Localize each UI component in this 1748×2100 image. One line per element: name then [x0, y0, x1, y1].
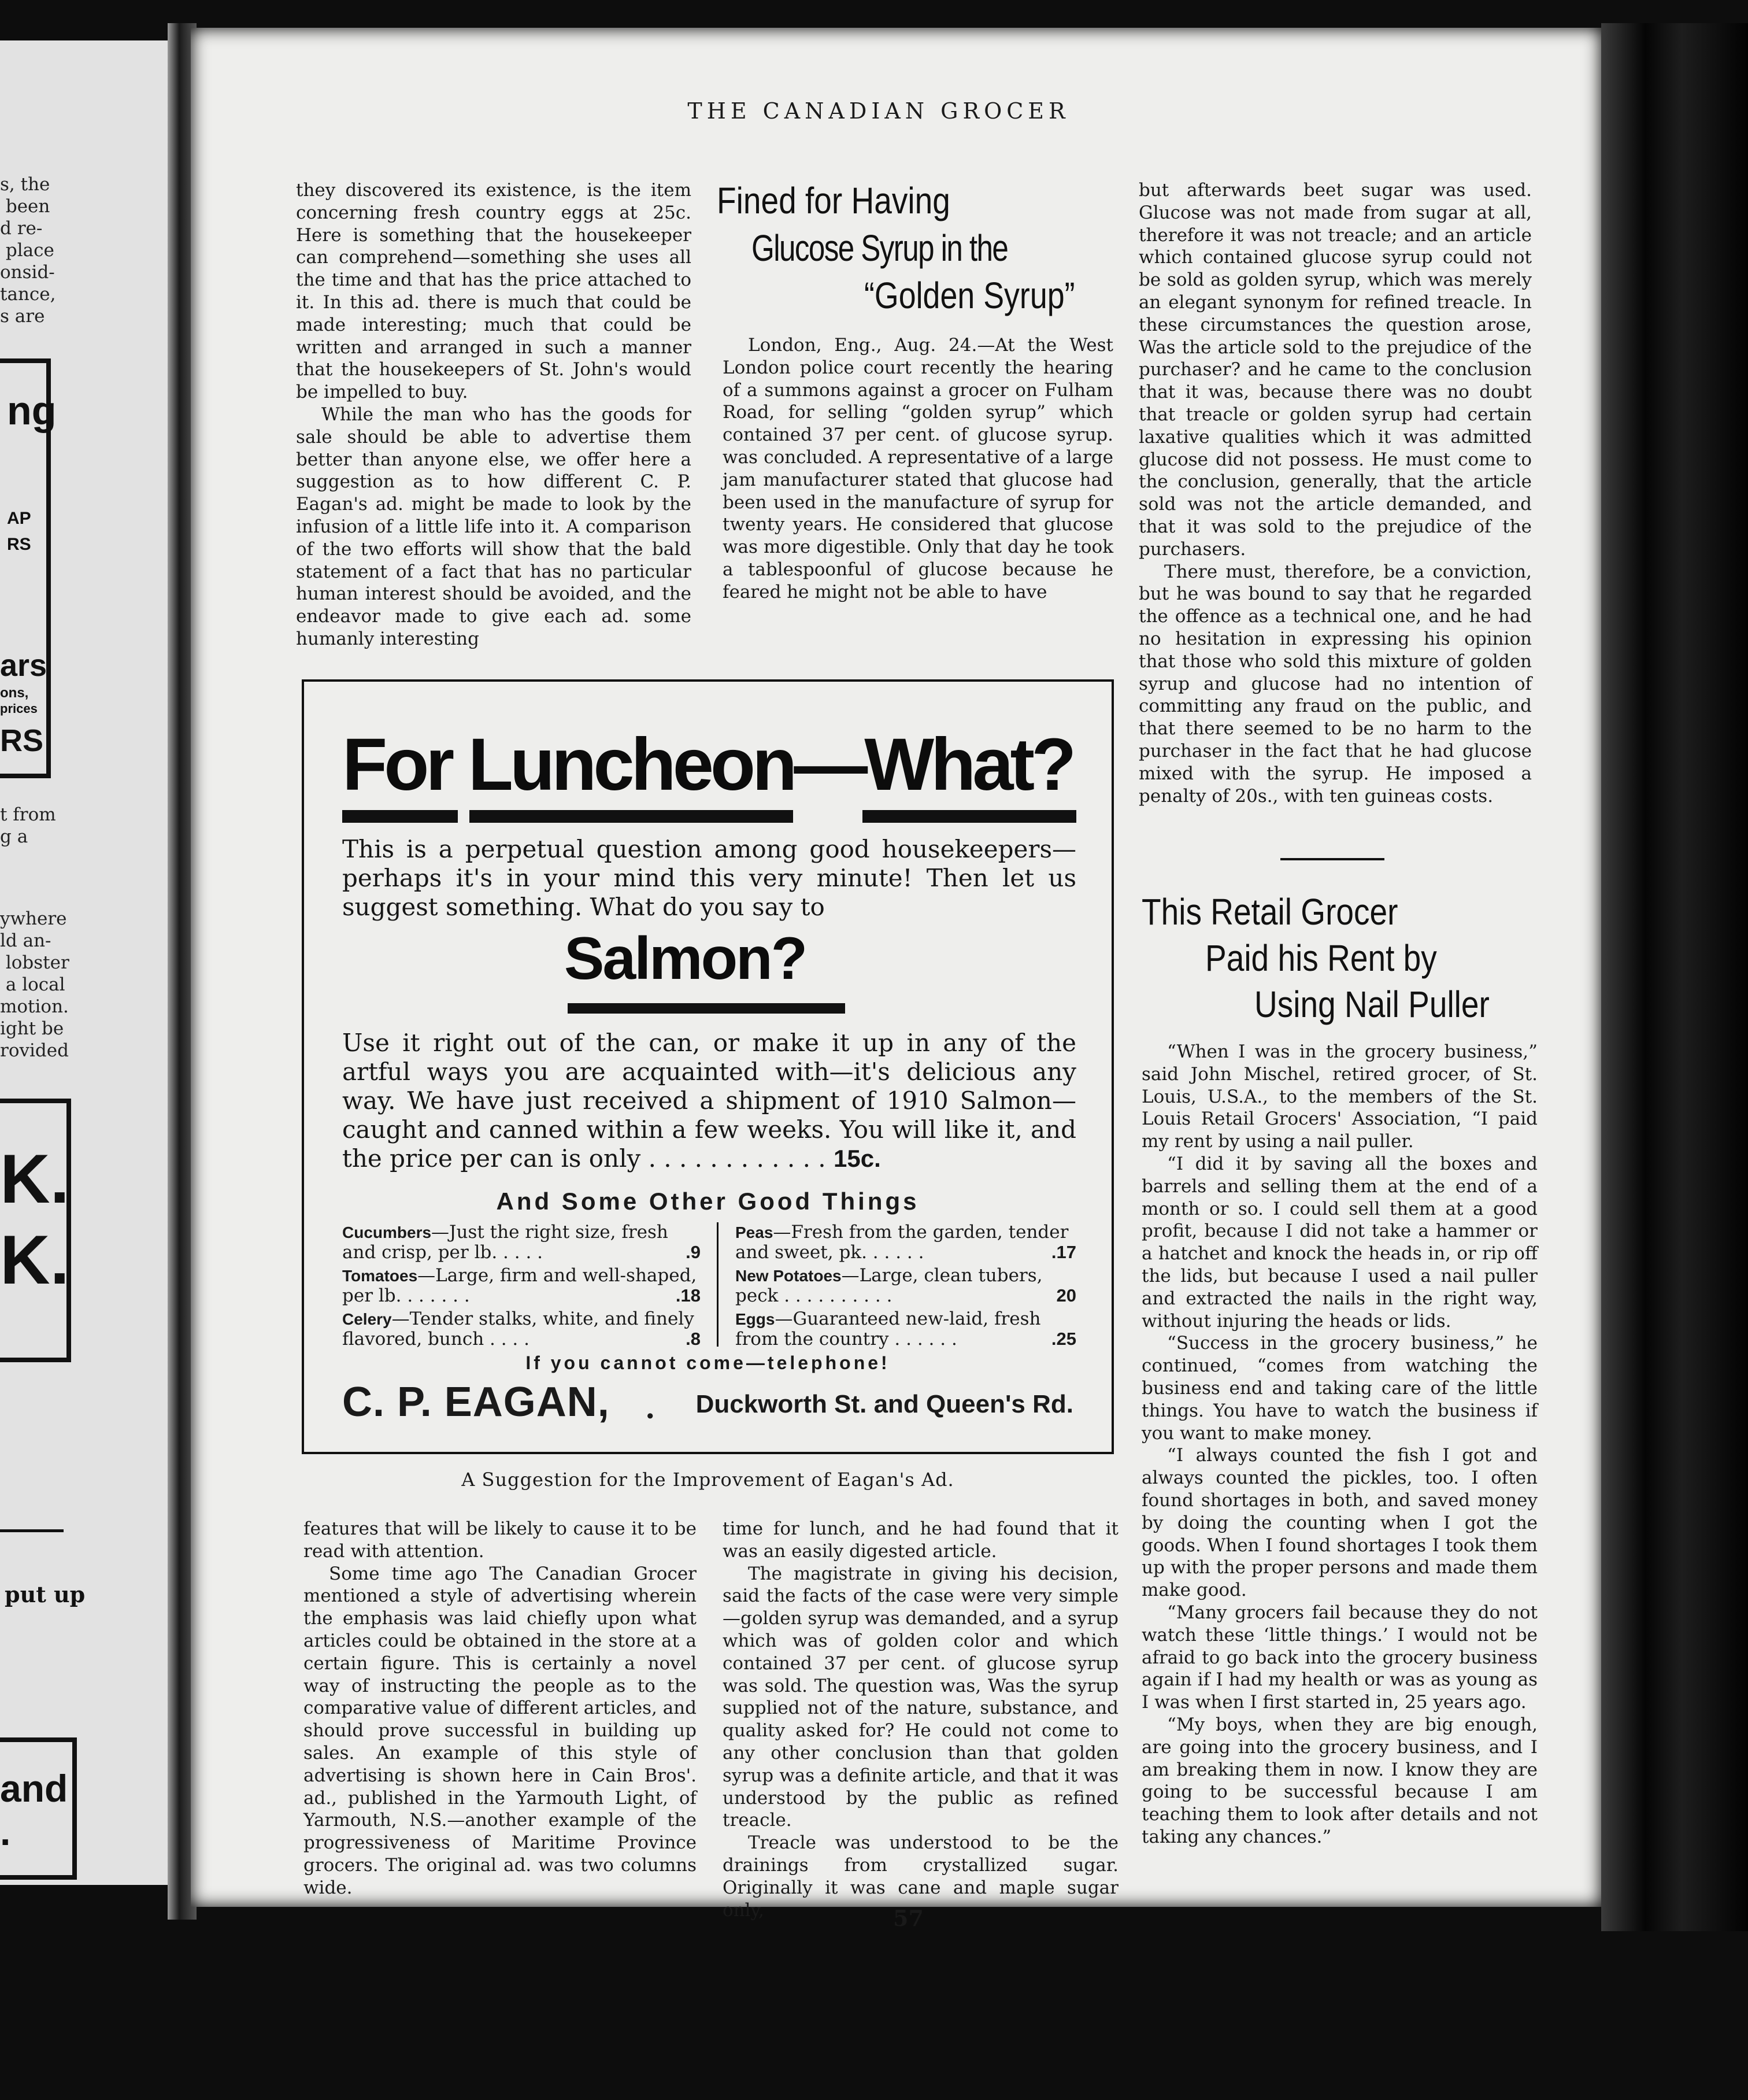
ad-item	[735, 1222, 1076, 1262]
paragraph: “When I was in the grocery business,” said John Mischel, retired grocer, of St. Louis, U.S.A., to the members of the St. Louis Retail Grocers' Association, “I paid my rent by using a nail puller.	[1142, 1041, 1538, 1152]
ad-item	[735, 1309, 1076, 1349]
ad-rule	[568, 1003, 845, 1014]
previous-page-fragment: been	[0, 196, 50, 217]
previous-page-fragment: d re-	[0, 218, 43, 239]
previous-page-fragment: s are	[0, 306, 45, 327]
book-edge	[1601, 23, 1748, 1931]
column-3-top	[1139, 179, 1532, 807]
ad-rule	[342, 810, 458, 823]
previous-page-ad-text: ng	[7, 388, 57, 433]
ad-body-text: Use it right out of the can, or make it up in any of the artful ways you are acquainted with—it's delicious any way. We have just received a shipment of 1910 Salmon—caught and canned within a few weeks. You will like it, and the price per can is only . . . . . . . . . . . .	[342, 1029, 1076, 1173]
previous-page-edge	[0, 40, 168, 1885]
ad-item-name: Cucumbers	[342, 1223, 432, 1241]
ad-item-price: .17	[1051, 1242, 1076, 1262]
paragraph: Some time ago The Canadian Grocer mentioned a style of advertising wherein the emphasis was laid chiefly upon what articles could be obtained in the store at a certain figure. This is certainly a novel way of instructing the people as to the comparative value of different articles, and should prove successful in building up sales. An example of this style of advertising is shown here in Cain Bros'. ad., published in the Yarmouth Light, of Yarmouth, N.S.—another example of the progressiveness of Maritime Province grocers. The original ad. was two columns wide.	[303, 1563, 697, 1898]
ad-item-price: .9	[686, 1242, 701, 1262]
ad-item-name: Tomatoes	[342, 1267, 418, 1285]
ad-advertiser: C. P. EAGAN,	[342, 1379, 610, 1425]
previous-page-ad-text: ons,	[0, 685, 29, 701]
previous-page-ad-text: RS	[7, 535, 31, 554]
paragraph: London, Eng., Aug. 24.—At the West London police court recently the hearing of a summons against a grocer on Fulham Road, for selling “golden syrup” which contained 37 per cent. of glucose syrup. was concluded. A representative of a large jam manufacturer stated that glucose had been used in the manufacture of syrup for twenty years. He considered that glucose was more digestible. Only that day he took a tablespoonful of glucose because he feared he might not be able to have	[723, 335, 1113, 602]
section-divider	[1280, 858, 1384, 860]
previous-page-rule	[0, 1529, 64, 1532]
previous-page-ad-text: .	[0, 1810, 11, 1853]
ad-item-description: —Large, firm and well-shaped, per lb. . . . . . .	[342, 1265, 697, 1306]
ad-item-price: .25	[1051, 1329, 1076, 1349]
column-2-bottom	[723, 1518, 1119, 1921]
paragraph: but afterwards beet sugar was used. Glucose was not made from sugar at all, therefore it was not treacle; and an article which contained glucose syrup could not be sold as golden syrup, which was merely an elegant synonym for refined treacle. In these circumstances the question arose, Was the article sold to the prejudice of the purchaser? and he came to the conclusion that it was, because there was no doubt that treacle or golden syrup had certain laxative qualities which it was admitted glucose did not possess. He must come to the conclusion, generally, that the article sold was not the article demanded, and that it was sold to the prejudice of the purchasers.	[1139, 180, 1532, 560]
previous-page-ad-text: and	[0, 1767, 68, 1810]
previous-page-fragment: lobster	[0, 952, 69, 973]
article-2-title-line-1: This Retail Grocer	[1142, 891, 1398, 933]
article-1-title-line-3: “Golden Syrup”	[864, 275, 1075, 316]
previous-page-ad-text: prices	[0, 701, 38, 716]
previous-page-fragment: onsid-	[0, 262, 55, 283]
paragraph: While the man who has the goods for sale should be able to advertise them better than anyone else, we offer here a suggestion as to how different C. P. Eagan's ad. might be made to look by the infusion of a little life into it. A comparison of the two efforts will show that the bald statement of a fact that has no particular human interest should be avoided, and the endeavor made to give each ad. some humanly interesting	[296, 404, 691, 649]
ad-phone-line: If you cannot come—telephone!	[525, 1352, 890, 1373]
article-1-title-line-2: Glucose Syrup in the	[751, 227, 1008, 269]
previous-page-fragment: t from	[0, 804, 56, 825]
ad-item	[342, 1222, 701, 1262]
ad-item-description: —Fresh from the garden, tender and sweet, pk. . . . . .	[735, 1222, 1069, 1263]
column-3-bottom	[1142, 1041, 1538, 1848]
paragraph: “Success in the grocery business,” he continued, “comes from watching the business end and taking care of the little things. You have to watch the business if you want to make money.	[1142, 1333, 1538, 1444]
ad-feature: Salmon?	[564, 925, 806, 992]
previous-page-ad-text: RS	[0, 723, 44, 758]
article-2-title-line-3: Using Nail Puller	[1254, 984, 1490, 1025]
column-1-bottom	[303, 1518, 697, 1899]
ad-item-name: New Potatoes	[735, 1267, 842, 1285]
ad-address: Duckworth St. and Queen's Rd.	[695, 1390, 1073, 1418]
ad-item-price: .8	[686, 1329, 701, 1349]
ad-caption: A Suggestion for the Improvement of Eagan's Ad.	[461, 1469, 954, 1491]
previous-page-fragment: ld an-	[0, 930, 51, 951]
page-number: 57	[893, 1905, 924, 1931]
paragraph: “I did it by saving all the boxes and barrels and selling them at the end of a month or so. I could sell them at a good profit, because I did not take a hammer or a hatchet and knock the heads in, or rip off the lids, but because I used a nail puller and extracted the nails in the right way, without injuring the heads or lids.	[1142, 1153, 1538, 1332]
ad-subheading: And Some Other Good Things	[496, 1188, 920, 1215]
ad-body	[342, 1029, 1076, 1173]
previous-page-fragment: tance,	[0, 284, 56, 305]
ad-item-description: —Large, clean tubers, peck . . . . . . . . . .	[735, 1265, 1043, 1306]
column-2-top	[723, 334, 1113, 604]
paragraph: “I always counted the fish I got and always counted the pickles, too. I often found shortages in both, and saved money by doing the counting when I got the goods. When I found shortages I took them up with the proper persons and made them make good.	[1142, 1445, 1538, 1601]
ad-item-price: 20	[1056, 1285, 1076, 1306]
ad-item	[342, 1309, 701, 1349]
paragraph: There must, therefore, be a conviction, but he was bound to say that he regarded the offence as a technical one, and he had no hesitation in expressing his opinion that those who sold this mixture of golden syrup and glucose had no intention of committing any fraud on the public, and that there seemed to be no harm to the purchaser in the fact that he had glucose mixed with the syrup. He imposed a penalty of 20s., with ten guineas costs.	[1139, 561, 1532, 807]
ad-body-price: 15c.	[834, 1145, 881, 1172]
previous-page-ad-text: put up	[5, 1581, 86, 1607]
previous-page-fragment: motion.	[0, 996, 69, 1017]
ad-items-right	[735, 1222, 1076, 1352]
ad-separator: ·	[645, 1399, 656, 1433]
running-header: THE CANADIAN GROCER	[687, 98, 1070, 124]
previous-page-fragment: rovided	[0, 1040, 69, 1061]
previous-page-fragment: a local	[0, 974, 65, 995]
paragraph: “Many grocers fail because they do not watch these ‘little things.’ I would not be afraid to go back into the grocery business again if I had my health or was as young as I was when I first started in, 25 years ago.	[1142, 1602, 1538, 1713]
previous-page-ad-text: ars	[0, 648, 47, 683]
ad-item-description: —Guaranteed new-laid, fresh from the country . . . . . .	[735, 1308, 1041, 1350]
previous-page-fragment: g a	[0, 826, 28, 847]
paragraph: time for lunch, and he had found that it was an easily digested article.	[723, 1518, 1119, 1562]
previous-page-ad-text: K.	[0, 1221, 69, 1299]
ad-items-left	[342, 1222, 701, 1352]
ad-item	[735, 1266, 1076, 1306]
previous-page-ad-text: AP	[7, 509, 31, 528]
article-2-title-line-2: Paid his Rent by	[1205, 937, 1437, 979]
ad-intro: This is a perpetual question among good housekeepers—perhaps it's in your mind this very minute! Then let us suggest something. What do you say to	[342, 835, 1076, 921]
eagan-advertisement	[302, 679, 1114, 1454]
ad-item-description: —Just the right size, fresh and crisp, per lb. . . . .	[342, 1222, 668, 1263]
ad-column-divider	[717, 1222, 719, 1347]
previous-page-ad-text: K.	[0, 1140, 69, 1218]
ad-item-name: Celery	[342, 1310, 392, 1328]
paragraph: The magistrate in giving his decision, said the facts of the case were very simple—golden syrup was demanded, and a syrup which was of golden color and which contained 37 per cent. of glucose syrup was sold. The question was, Was the syrup supplied not of the nature, substance, and quality asked for? He could not come to any other conclusion than that golden syrup was a definite article, and that it was understood by the public as refined treacle.	[723, 1563, 1119, 1831]
article-1-title-line-1: Fined for Having	[717, 180, 950, 221]
ad-rule	[469, 810, 793, 823]
previous-page-fragment: ywhere	[0, 908, 67, 929]
paragraph: features that will be likely to cause it to be read with attention.	[303, 1518, 697, 1562]
previous-page-fragment: s, the	[0, 174, 50, 195]
paragraph: Treacle was understood to be the drainings from crystallized sugar. Originally it was cane and maple sugar only,	[723, 1832, 1119, 1921]
ad-rule	[862, 810, 1076, 823]
ad-item-name: Peas	[735, 1223, 773, 1241]
column-1-top	[296, 179, 691, 650]
ad-item-description: —Tender stalks, white, and finely flavored, bunch . . . .	[342, 1308, 694, 1350]
paragraph: “My boys, when they are big enough, are going into the grocery business, and I am breaking them in now. I know they are going to be successful because I am teaching them to look after details and not taking any chances.”	[1142, 1714, 1538, 1847]
ad-item-name: Eggs	[735, 1310, 775, 1328]
paragraph: they discovered its existence, is the item concerning fresh country eggs at 25c. Here is something that the housekeeper can comprehend—something she uses all the time and that has the price attached to it. In this ad. there is much that could be made interesting; much that could be written and arranged in such a manner that the housekeepers of St. John's would be impelled to buy.	[296, 180, 691, 403]
ad-item-price: .18	[675, 1285, 701, 1306]
previous-page-fragment: place	[0, 240, 54, 261]
previous-page-fragment: ight be	[0, 1018, 64, 1039]
ad-headline: For Luncheon—What?	[342, 723, 1073, 806]
ad-item	[342, 1266, 701, 1306]
